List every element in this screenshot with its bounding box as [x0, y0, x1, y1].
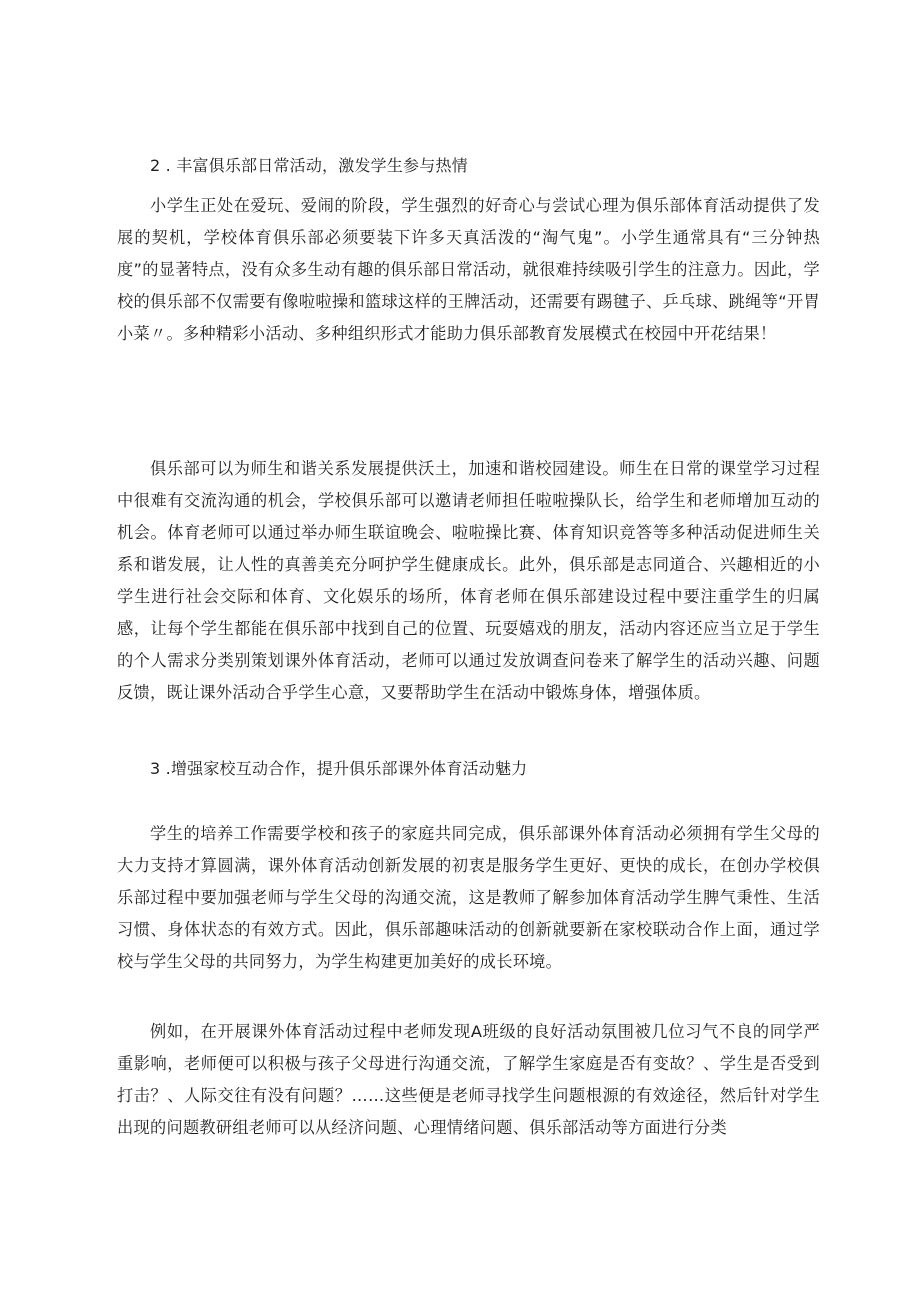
section-2-paragraph-2: 俱乐部可以为师生和谐关系发展提供沃土，加速和谐校园建设。师生在日常的课堂学习过程中很难有交流沟通的机会，学校俱乐部可以邀请老师担任啦啦操队长，给学生和老师增加互动的机会。体育老师可以通过举办师生联谊晚会、啦啦操比赛、体育知识竞答等多种活动促进师生关系和谐发展，让人性的真善美充分呵护学生健康成长。此外，俱乐部是志同道合、兴趣相近的小学生进行社会交际和体育、文化娱乐的场所，体育老师在俱乐部建设过程中要注重学生的归属感，让每个学生都能在俱乐部中找到自己的位置、玩耍嬉戏的朋友，活动内容还应当立足于学生的个人需求分类别策划课外体育活动，老师可以通过发放调查问卷来了解学生的活动兴趣、问题反馈，既让课外活动合乎学生心意，又要帮助学生在活动中锻炼身体，增强体质。: [117, 459, 820, 703]
section-3-paragraph-2: 例如，在开展课外体育活动过程中老师发现A班级的良好活动氛围被几位习气不良的同学严重影响，老师便可以积极与孩子父母进行沟通交流，了解学生家庭是否有变故？、学生是否受到打击？、人际交往有没有问题？……这些便是老师寻找学生问题根源的有效途径，然后针对学生出现的问题教研组老师可以从经济问题、心理情绪问题、俱乐部活动等方面进行分类: [117, 1022, 820, 1138]
section-2-paragraph-1: 小学生正处在爱玩、爱闹的阶段，学生强烈的好奇心与尝试心理为俱乐部体育活动提供了发展的契机，学校体育俱乐部必须要装下许多天真活泼的“淘气鬼”。小学生通常具有“三分钟热度”的显著特点，没有众多生动有趣的俱乐部日常活动，就很难持续吸引学生的注意力。因此，学校的俱乐部不仅需要有像啦啦操和篮球这样的王牌活动，还需要有踢毽子、乒乓球、跳绳等“开胃小菜〃。多种精彩小活动、多种组织形式才能助力俱乐部教育发展模式在校园中开花结果！: [117, 196, 820, 344]
section-3-paragraph-1: 学生的培养工作需要学校和孩子的家庭共同完成，俱乐部课外体育活动必须拥有学生父母的大力支持才算圆满，课外体育活动创新发展的初衷是服务学生更好、更快的成长，在创办学校俱乐部过程中要加强老师与学生父母的沟通交流，这是教师了解参加体育活动学生脾气秉性、生活习惯、身体状态的有效方式。因此，俱乐部趣味活动的创新就要新在家校联动合作上面，通过学校与学生父母的共同努力，为学生构建更加美好的成长环境。: [117, 824, 820, 972]
section-3-heading: 3 .增强家校互动合作，提升俱乐部课外体育活动魅力: [150, 759, 528, 778]
section-2-heading: 2 . 丰富俱乐部日常活动，激发学生参与热情: [150, 156, 468, 175]
